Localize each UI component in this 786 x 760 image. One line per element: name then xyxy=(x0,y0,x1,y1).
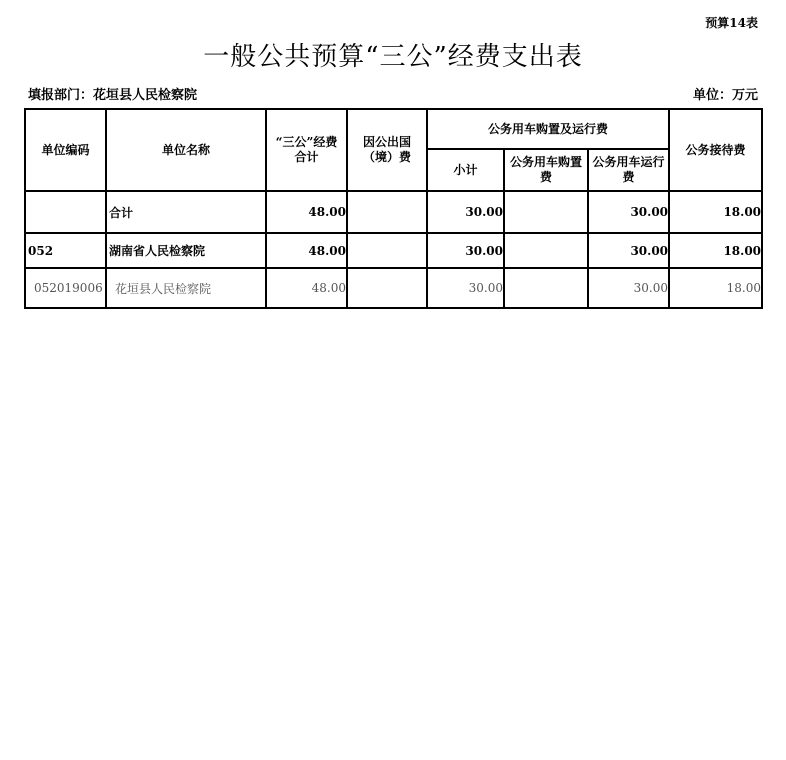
cell-total: 48.00 xyxy=(266,233,347,268)
header-total xyxy=(266,109,347,191)
budget-table xyxy=(24,108,763,309)
cell-code: 052 xyxy=(25,233,106,268)
cell-name: 合计 xyxy=(106,191,266,233)
table-row xyxy=(25,191,762,233)
page-title: 一般公共预算“三公”经费支出表 xyxy=(203,42,583,72)
cell-purchase xyxy=(504,268,588,308)
cell-total: 48.00 xyxy=(266,191,347,233)
cell-total: 48.00 xyxy=(266,268,347,308)
header-name: 单位名称 xyxy=(106,109,266,191)
cell-reception: 18.00 xyxy=(669,268,762,308)
header-reception: 公务接待费 xyxy=(669,109,762,191)
cell-operation: 30.00 xyxy=(588,191,669,233)
cell-name: 湖南省人民检察院 xyxy=(106,233,266,268)
filing-unit: 填报部门：花垣县人民检察院 xyxy=(28,88,198,103)
header-vehicle-operation: 公务用车运行费 xyxy=(588,149,669,191)
header-code: 单位编码 xyxy=(25,109,106,191)
cell-code xyxy=(25,191,106,233)
table-row xyxy=(25,233,762,268)
cell-reception: 18.00 xyxy=(669,233,762,268)
cell-abroad xyxy=(347,233,427,268)
cell-abroad xyxy=(347,268,427,308)
cell-reception: 18.00 xyxy=(669,191,762,233)
cell-operation: 30.00 xyxy=(588,233,669,268)
header-vehicle-purchase: 公务用车购置费 xyxy=(504,149,588,191)
unit-label: 单位：万元 xyxy=(692,88,758,103)
header-vehicle-group: 公务用车购置及运行费 xyxy=(427,109,669,149)
cell-purchase xyxy=(504,191,588,233)
header-total-line2: 合计 xyxy=(294,150,319,164)
cell-operation: 30.00 xyxy=(588,268,669,308)
cell-code: 052019006 xyxy=(25,268,106,308)
header-total-line1: “三公”经费 xyxy=(275,135,338,149)
header-subtotal: 小计 xyxy=(427,149,504,191)
cell-subtotal: 30.00 xyxy=(427,233,504,268)
cell-subtotal: 30.00 xyxy=(427,268,504,308)
header-abroad-line2: （境）费 xyxy=(362,150,411,164)
cell-purchase xyxy=(504,233,588,268)
table-row xyxy=(25,268,762,308)
header-abroad-line1: 因公出国 xyxy=(362,135,411,149)
cell-name: 花垣县人民检察院 xyxy=(106,268,266,308)
header-abroad xyxy=(347,109,427,191)
cell-abroad xyxy=(347,191,427,233)
form-number: 预算14表 xyxy=(705,16,758,30)
cell-subtotal: 30.00 xyxy=(427,191,504,233)
